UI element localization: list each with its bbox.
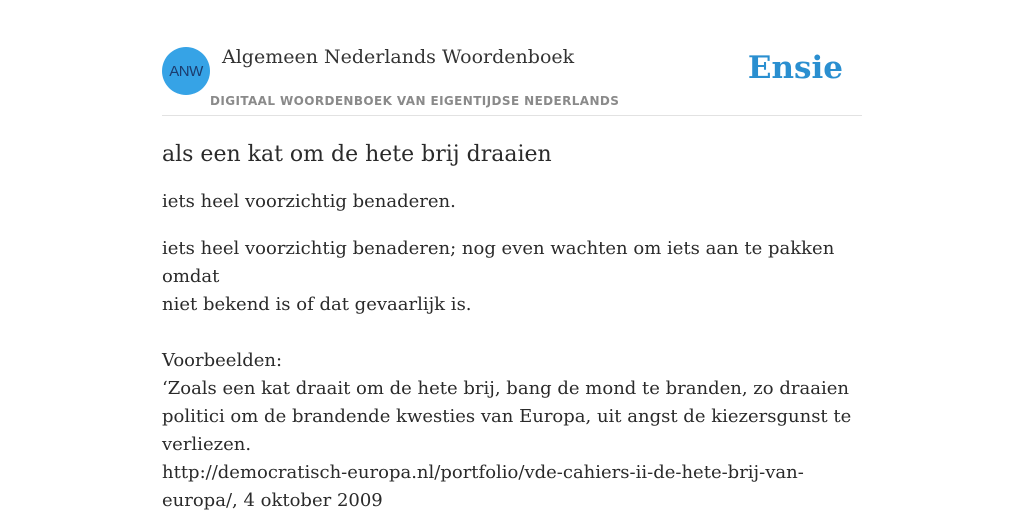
- entry-content: [162, 140, 862, 512]
- examples-label: Voorbeelden:: [162, 350, 283, 371]
- source-logo[interactable]: ANW: [162, 47, 210, 95]
- example-source: http://democratisch-europa.nl/portfolio/vde-cahiers-ii-de-hete-brij-van- europa/, 4 oktober 2009: [162, 462, 804, 511]
- source-title[interactable]: Algemeen Nederlands Woordenboek: [222, 46, 575, 68]
- header: [162, 0, 862, 116]
- ensie-logo[interactable]: Ensie: [747, 50, 843, 86]
- example-text: ‘Zoals een kat draait om de hete brij, bang de mond te branden, zo draaien politici om de brandende kwesties van Europa, uit angst de kiezersgunst te verliezen.: [162, 378, 852, 455]
- short-definition: iets heel voorzichtig benaderen.: [162, 191, 456, 212]
- source-subtitle: DIGITAAL WOORDENBOEK VAN EIGENTIJDSE NEDERLANDS: [210, 94, 620, 108]
- long-definition: iets heel voorzichtig benaderen; nog even wachten om iets aan te pakken omdat niet bekend is of dat gevaarlijk is.: [162, 238, 835, 315]
- entry-term: als een kat om de hete brij draaien: [162, 142, 552, 167]
